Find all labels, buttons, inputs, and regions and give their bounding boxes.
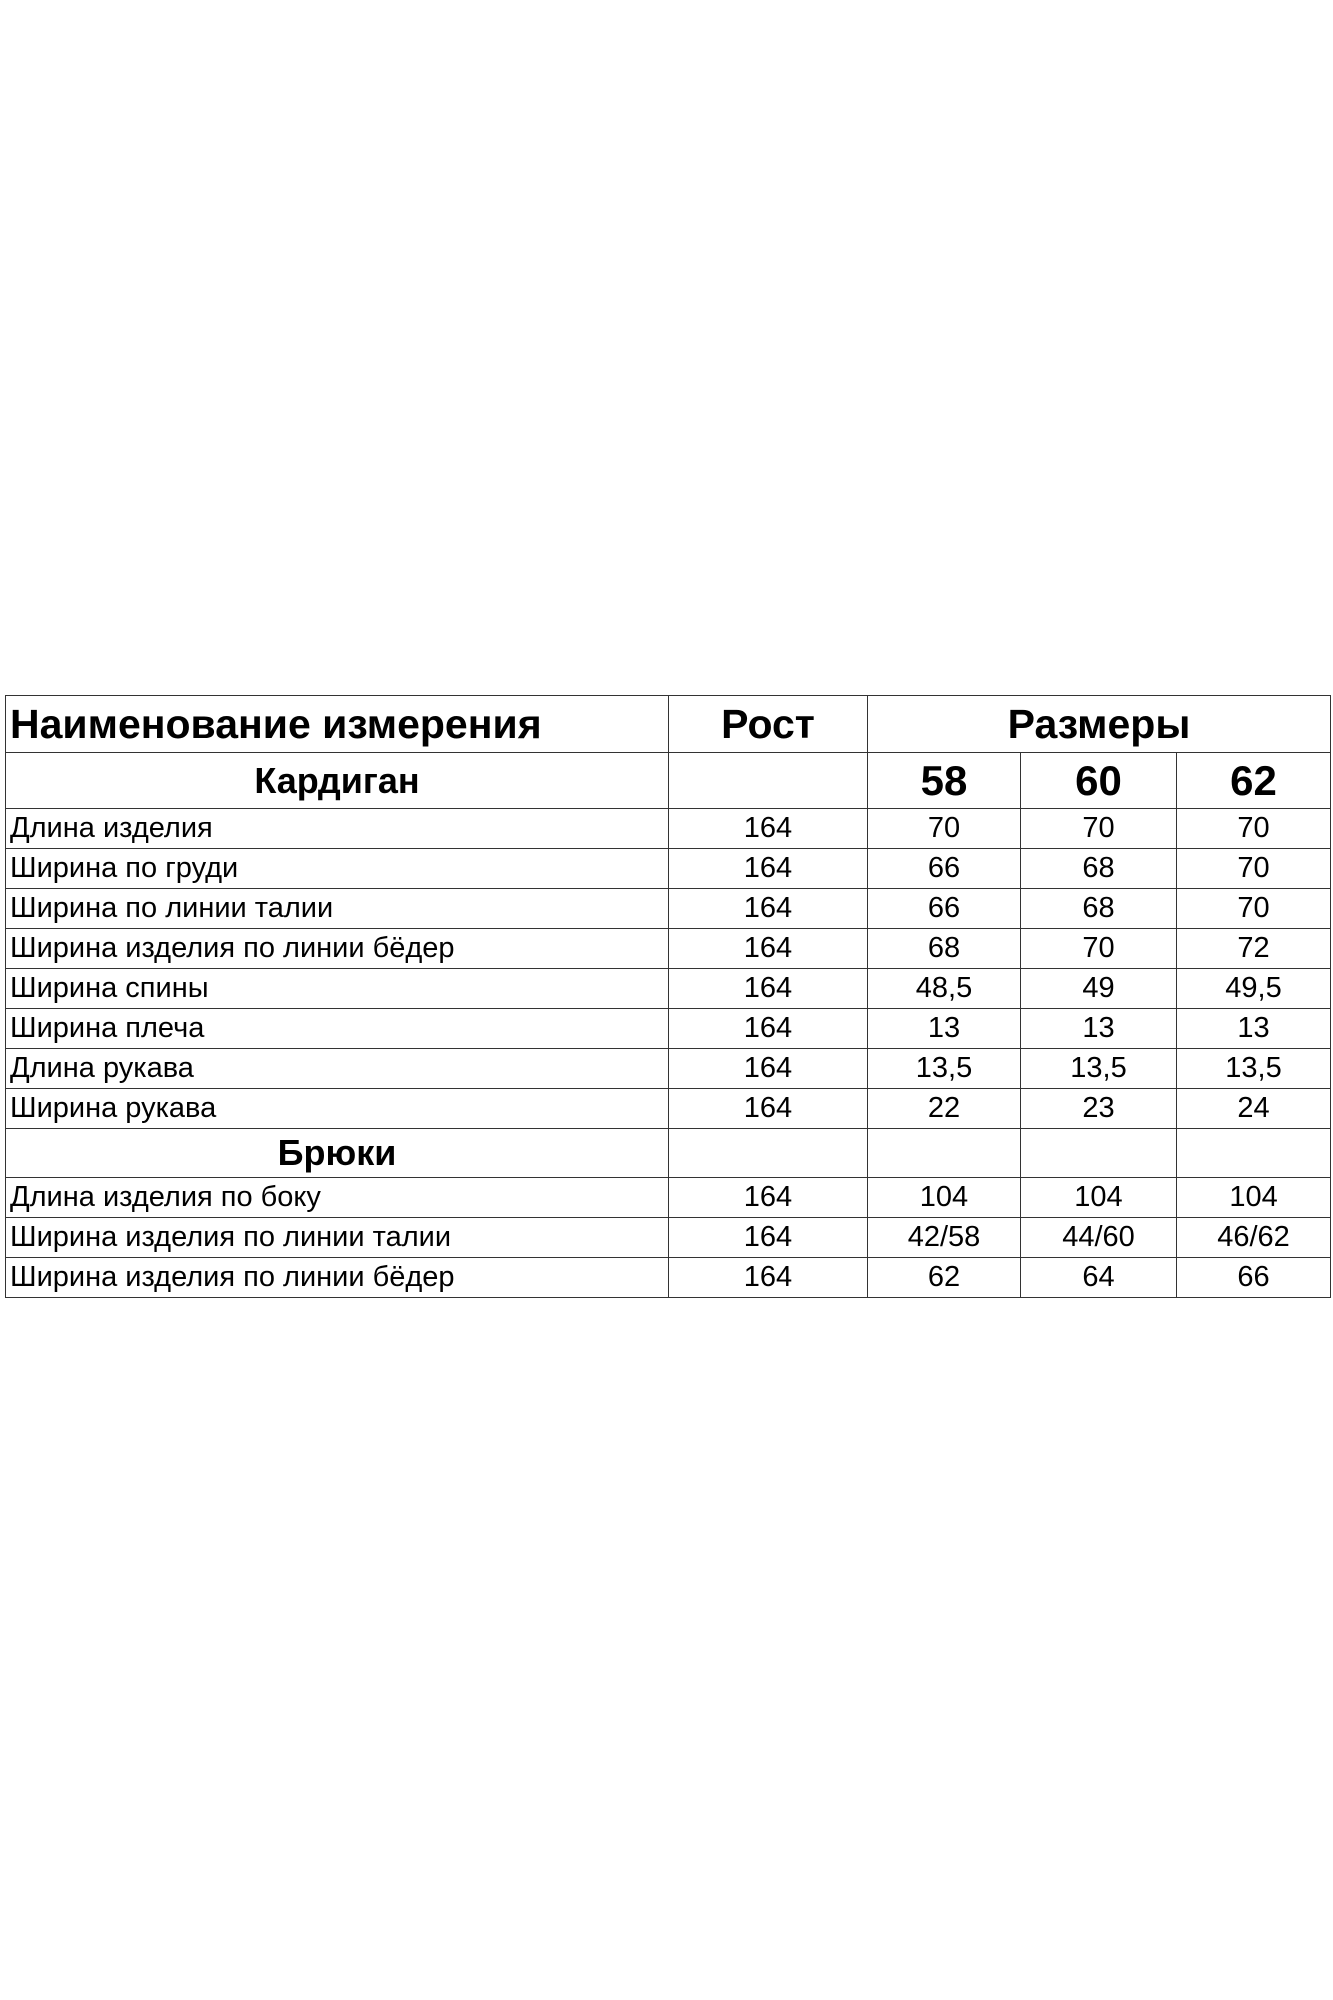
size-value: 13,5 [1021, 1049, 1177, 1089]
size-value: 46/62 [1177, 1218, 1331, 1258]
empty-cell [868, 1129, 1021, 1178]
size-value: 70 [1177, 889, 1331, 929]
size-value: 104 [868, 1178, 1021, 1218]
table-row [6, 1089, 1331, 1129]
size-value: 13,5 [1177, 1049, 1331, 1089]
section-title: Брюки [6, 1129, 669, 1178]
height-value: 164 [669, 1089, 868, 1129]
section-row-cardigan [6, 753, 1331, 809]
size-value: 44/60 [1021, 1218, 1177, 1258]
measure-name: Длина изделия по боку [6, 1178, 669, 1218]
size-value: 13 [868, 1009, 1021, 1049]
height-value: 164 [669, 1218, 868, 1258]
size-value: 68 [1021, 849, 1177, 889]
measure-name: Ширина изделия по линии бёдер [6, 929, 669, 969]
height-value: 164 [669, 1049, 868, 1089]
empty-cell [1021, 1129, 1177, 1178]
section-row-trousers [6, 1129, 1331, 1178]
height-value: 164 [669, 1009, 868, 1049]
table-row [6, 849, 1331, 889]
table-row [6, 1049, 1331, 1089]
size-value: 42/58 [868, 1218, 1021, 1258]
size-value: 64 [1021, 1258, 1177, 1298]
height-value: 164 [669, 849, 868, 889]
size-value: 13,5 [868, 1049, 1021, 1089]
size-value: 70 [1021, 809, 1177, 849]
empty-cell [1177, 1129, 1331, 1178]
table-row [6, 1009, 1331, 1049]
size-value: 66 [868, 849, 1021, 889]
measure-name: Ширина рукава [6, 1089, 669, 1129]
size-label: 58 [868, 753, 1021, 809]
size-value: 49,5 [1177, 969, 1331, 1009]
size-value: 70 [868, 809, 1021, 849]
table-row [6, 929, 1331, 969]
measure-name: Длина изделия [6, 809, 669, 849]
table-row [6, 809, 1331, 849]
measure-name: Ширина плеча [6, 1009, 669, 1049]
size-value: 24 [1177, 1089, 1331, 1129]
empty-cell [669, 1129, 868, 1178]
size-value: 72 [1177, 929, 1331, 969]
size-value: 70 [1177, 809, 1331, 849]
measure-name: Ширина изделия по линии бёдер [6, 1258, 669, 1298]
header-sizes: Размеры [868, 696, 1331, 753]
height-value: 164 [669, 969, 868, 1009]
header-row [6, 696, 1331, 753]
section-title: Кардиган [6, 753, 669, 809]
size-value: 48,5 [868, 969, 1021, 1009]
size-label: 60 [1021, 753, 1177, 809]
size-value: 68 [1021, 889, 1177, 929]
table-row [6, 1178, 1331, 1218]
size-value: 66 [868, 889, 1021, 929]
size-value: 68 [868, 929, 1021, 969]
table-row [6, 1258, 1331, 1298]
size-value: 13 [1177, 1009, 1331, 1049]
size-value: 70 [1177, 849, 1331, 889]
measure-name: Длина рукава [6, 1049, 669, 1089]
header-name: Наименование измерения [6, 696, 669, 753]
table-row [6, 969, 1331, 1009]
size-value: 70 [1021, 929, 1177, 969]
size-value: 13 [1021, 1009, 1177, 1049]
size-value: 23 [1021, 1089, 1177, 1129]
size-chart-table [5, 695, 1331, 1298]
height-value: 164 [669, 929, 868, 969]
height-value: 164 [669, 1178, 868, 1218]
measure-name: Ширина по линии талии [6, 889, 669, 929]
height-value: 164 [669, 809, 868, 849]
measure-name: Ширина спины [6, 969, 669, 1009]
empty-cell [669, 753, 868, 809]
size-value: 22 [868, 1089, 1021, 1129]
size-value: 104 [1177, 1178, 1331, 1218]
height-value: 164 [669, 889, 868, 929]
size-label: 62 [1177, 753, 1331, 809]
size-value: 62 [868, 1258, 1021, 1298]
size-value: 104 [1021, 1178, 1177, 1218]
size-value: 66 [1177, 1258, 1331, 1298]
table-row [6, 889, 1331, 929]
measure-name: Ширина по груди [6, 849, 669, 889]
table-row [6, 1218, 1331, 1258]
size-value: 49 [1021, 969, 1177, 1009]
height-value: 164 [669, 1258, 868, 1298]
header-height: Рост [669, 696, 868, 753]
measure-name: Ширина изделия по линии талии [6, 1218, 669, 1258]
